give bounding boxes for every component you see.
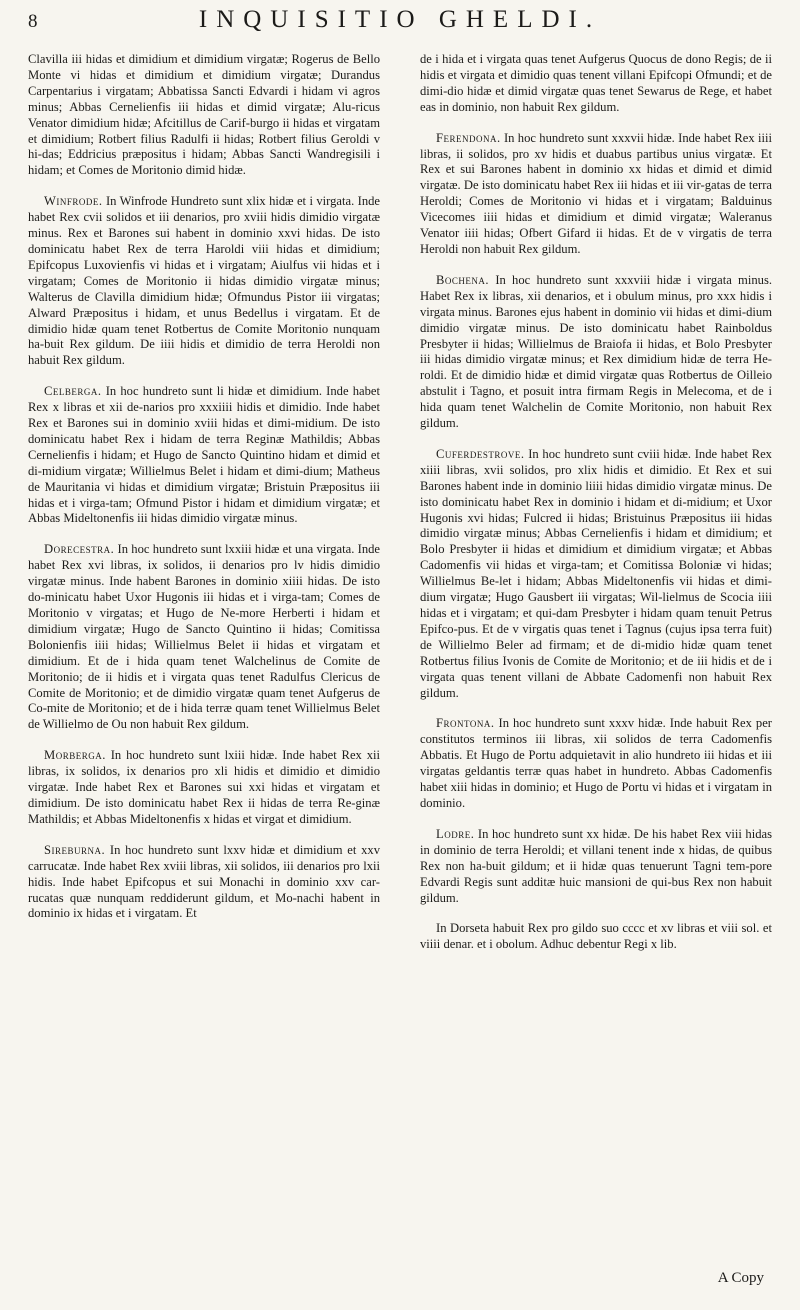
paragraph-text: In Dorseta habuit Rex pro gildo suo cccc et xv libras et viii sol. et viiii denar. et i obolum. Adhuc debentur Regi x lib. xyxy=(420,921,772,952)
paragraph xyxy=(28,748,380,828)
paragraph-text: In hoc hundreto sunt cviii hidæ. Inde habet Rex xiiii libras, xvii solidos, pro xlix hidis et dimidio. Et Rex et sui Barones habent inde in dominio liiii hidas dimidio virgatæ minus. De isto dominicatu habet Rex in dominio i hidam et di-midium; et Uxor Hugonis xvi hidas; Fulcred ii hidas; Bristuinus Præpositus iii hidas dimidio virgatæ minus; Abbas Cernelienfis i hidam et dimidium; et Bolo Presbyter ii hidas et dimidium et dimidium virgatæ; et Abbas Cadomenfis vii hidas et virga-tam; et Comitissa Boloniæ vi hidas; Willielmus Be-let i hidam; Abbas Mideltonenfis vii hidas et dimi-dium virgatæ; Hugo Gausbert iii virgatas; Wil-lielmus de Scocia iiii hidas et i virgatam; et qui-dam Presbyter i hidam quam tenuit Petrus Epifco-pus. Et de v virgatis quas tenet i Tagnus (cujus ipsa terra fuit) de Willielmo Beler ad firmam; et de di-midio hidæ quam tenet Rotbertus filius Ivonis de Comite de Moritonio; et de iii hidis et de i virgata quas tenent villani de Abbate Cadomenfi non habuit Rex gildum. xyxy=(420,446,772,700)
paragraph-text: Clavilla iii hidas et dimidium et dimidium virgatæ; Rogerus de Bello Monte vi hidas et dimidium et dimidium virgatæ; Durandus Carpentarius i virgatam; Abbatissa Sancti Edvardi i hidam vi agros minus; Abbas Cernelienfis iii hidas et dimid virgatæ; Alu-ricus Venator dimidium hidæ; Afcitillus de Carif-burgo ii hidas et virgatam et dimidium; Rotbert filius Radulfi ii hidas; Rotbert filius Geroldi v hi-das; Eddricius præpositus i hidam; Abbas Sancti Wandregisili i hidam; et Comes de Moritonio dimid hidæ. xyxy=(28,52,380,178)
paragraph xyxy=(420,273,772,432)
paragraph-text: In hoc hundreto sunt xxxvii hidæ. Inde habet Rex iiii libras, ii solidos, pro xv hidis et duabus partibus unius virgatæ. Et Rex et sui Barones habent in dominio xx hidas et dimid et dimid virgatæ. De isto dominicatu habet Rex iii hidas et iii vir-gatas de terra Heroldi; Comes de Moritonio vi hidas et i virgatam; Balduinus Vicecomes iiii hidas et dimidium et dimid virgatæ; Waleranus Venator iiii hidas; Ofbert Gifard ii hidas. Et de v virgatis de terra Heroldi non habuit Rex gildum. xyxy=(420,130,773,256)
paragraph-text: In hoc hundreto sunt xxxviii hidæ i virgata minus. Habet Rex ix libras, xii denarios, et i obulum minus, pro xxx hidis i virgata minus. Barones ejus habent in dominio vii hidas et dimi-dium dimidio virgatæ minus. De isto dominicatu habet Rainboldus Presbyter ii hidas; Willielmus de Braiofa ii hidas, et Bolo Presbyter iii hidas dimidio virgatæ minus; et Rex dimidium hidæ de terra He-roldi. Et de dimidio hidæ et dimid virgatæ quas Rotbertus de Oilleio abstulit i Tagno, et posuit intra firmam Regis in Melecoma, et de i hida quam tenet Walchelin de Comite Moritonio, non habuit Rex gildum. xyxy=(420,272,772,431)
hundred-heading: Lodre. xyxy=(436,826,475,841)
paragraph xyxy=(420,827,772,907)
paragraph-text: In hoc hundreto sunt lxxv hidæ et dimidium et xxv carrucatæ. Inde habet Rex xviii libras, xii solidos, iii denarios pro lxii hidis. Inde habet Epifcopus et sui Monachi in dominio xxv car-rucatas quæ nunquam reddiderunt gildum, et Mo-nachi habent in dominio ix hidas et i virgatam. Et xyxy=(28,842,380,921)
hundred-heading: Ferendona. xyxy=(436,130,501,145)
paragraph-text: In hoc hundreto sunt li hidæ et dimidium. Inde habet Rex x libras et xii de-narios pro xxxiiii hidis et dimidio. Inde habet Rex et Barones sui in dominio xviii hidas et dimi-midium. De isto dominicatu habet Rex i hidam de terra Reginæ Mathildis; Abbas Cernelienfis i hidam; et Hugo de Sancto Quintino hidam et dimid et di-midium virgatæ; Willielmus Belet i hidam et dimi-dium; Matheus de Mauritania vi hidas et dimidium virgatæ; Bristuin Præpositus iii hidas et i virga-tam; Ofmund Pistor i hidam et dimidium virgatæ; et Abbas Mideltonenfis iii hidas dimidio virgatæ minus. xyxy=(28,384,380,526)
paragraph xyxy=(420,52,772,116)
hundred-heading: Dorecestra. xyxy=(44,542,115,557)
paragraph-text: In hoc hundreto sunt xxxv hidæ. Inde habuit Rex per constitutos terminos iii libras, xii solidos de terra Cadomenfis Abbatis. Et Hugo de Portu adquietavit in alio hundreto iii hidas et iii virgatas geldantis terræ quas habet in hundreto. Abbas Cadomenfis habet xiii hidas in dominio; et Hugo de Portu vi hidas et i virgatam in dominio. xyxy=(420,716,772,810)
paragraph xyxy=(28,52,380,179)
paragraph-text: de i hida et i virgata quas tenet Aufgerus Quocus de dono Regis; de ii hidis et virgata et dimidio quas tenent villani Epifcopi Ofmundi; et de dimi-dio hidæ et dimid virgatæ quas tenet Sewarus de Rege, et habet eas in dominio, non habuit Rex gildum. xyxy=(420,52,772,114)
paragraph-text: In Winfrode Hundreto sunt xlix hidæ et i virgata. Inde habet Rex cvii solidos et iii denarios, pro xviii hidis dimidio virgatæ minus. Rex et Barones sui habent in dominio xxvi hidas. De isto dominicatu habet Rex de terra Haroldi viii hidas et dimidium; Epifcopus Luxovienfis vi hidas et i virgatam; Aiulfus vii hidas et i virgatam; Comes de Moritonio ii hidas dimidio virgatæ minus; Walterus de Clavilla dimidium hidæ; Ofmundus Pistor iii virgatas; Alward Præpositus i hidam, et unus Bedellus i virgatam. Et de dimidio hidæ quam tenet Rotbertus de Comite Moritonio nunquam ha-buit Rex gildum. De iiii hidis et dimidio de terra Heroldi non habuit Rex gildum. xyxy=(28,194,381,368)
hundred-heading: Celberga. xyxy=(44,384,102,399)
paragraph-text: In hoc hundreto sunt lxxiii hidæ et una virgata. Inde habet Rex xvi libras, ix solidos, ii denarios pro lv hidis dimidio virgatæ minus. Inde habent Barones in dominio xiiii hidas. De isto do-minicatu habet Uxor Hugonis iii hidas et i virga-tam; Comes de Moritonio v virgatas; et Hugo de Ne-more Herberti i hidam et dimidium virgatæ; Hugo de Sancto Quintino ii hidas; Comitissa Bolonienfis iiii hidas; Willielmus Belet ii hidas et virgatam et dimidium. Et de i hida quam tenet Walchelinus de Comite de Moritonio; de ii hidis et i virgata quas tenet Radulfus Clericus de Comite de Moritonio; et de dimidio virgatæ quam tenet Aufgerus de Co-mite de Moritonio; et de i hida terræ quam tenet Willielmus Belet de Willielmo de Ou non habuit Rex gildum. xyxy=(28,542,381,732)
paragraph-text: In hoc hundreto sunt xx hidæ. De his habet Rex viii hidas in dominio de terra Heroldi; et villani tenent inde x hidas, de quibus Rex non ha-buit gildum; et ii hidæ quas tenuerunt Tagni tem-pore Edvardi Regis sunt additæ huic mansioni de qui-bus Rex non habuit gildum. xyxy=(420,826,772,905)
page-number: 8 xyxy=(28,11,38,32)
paragraph xyxy=(28,194,380,369)
paragraph xyxy=(420,447,772,702)
hundred-heading: Sireburna. xyxy=(44,842,106,857)
left-column xyxy=(28,52,380,937)
hundred-heading: Cuferdestrove. xyxy=(436,446,525,461)
paragraph xyxy=(420,131,772,258)
hundred-heading: Frontona. xyxy=(436,716,495,731)
right-column xyxy=(420,52,772,968)
catchword: A Copy xyxy=(717,1270,764,1286)
hundred-heading: Bochena. xyxy=(436,272,490,287)
summary-paragraph xyxy=(420,921,772,953)
paragraph xyxy=(28,384,380,527)
paragraph xyxy=(28,843,380,923)
hundred-heading: Morberga. xyxy=(44,748,106,763)
hundred-heading: Winfrode. xyxy=(44,194,103,209)
running-title: INQUISITIO GHELDI. xyxy=(198,6,602,33)
paragraph xyxy=(28,542,380,733)
paragraph-text: In hoc hundreto sunt lxiii hidæ. Inde habet Rex xii libras, ix solidos, ix denarios pro xli hidis et dimidio et dimidio virgatæ. Inde habet Rex et Barones sui xxi hidas et virgatam et dimidium. De isto dominicatu habet Rex ii hidas de terra Re-ginæ Mathildis; et Abbas Mideltonenfis x hidas et virgat et dimidium. xyxy=(28,748,380,826)
page-header xyxy=(28,6,772,36)
paragraph xyxy=(420,716,772,811)
